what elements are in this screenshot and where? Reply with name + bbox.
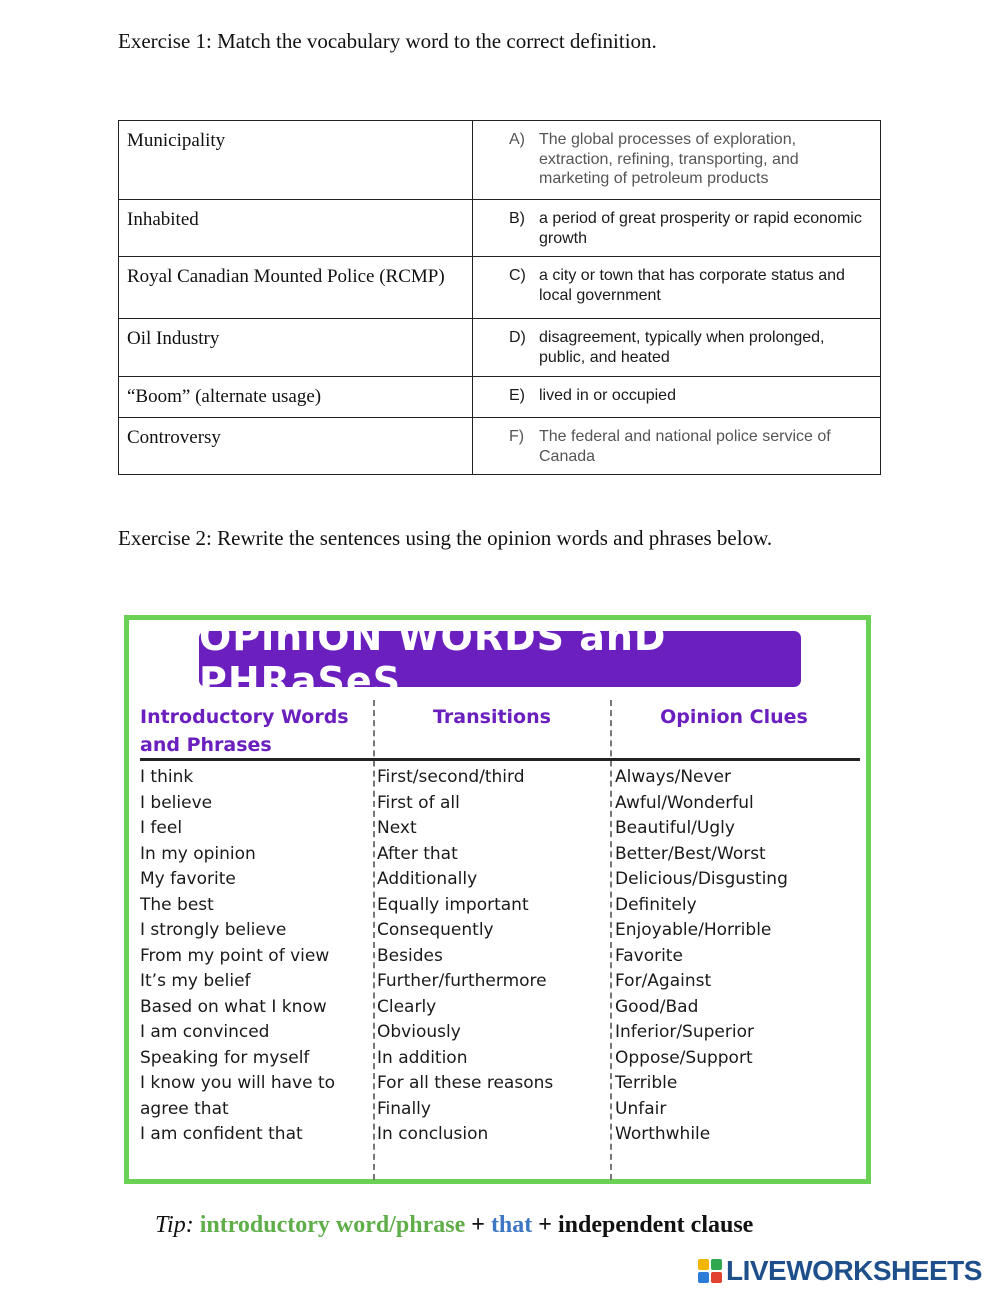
list-item: Consequently (377, 920, 494, 940)
definition-letter: E) (509, 387, 525, 404)
list-item: Always/Never (615, 767, 732, 787)
vocab-word[interactable]: Municipality (119, 121, 473, 200)
vocabulary-table (118, 120, 881, 475)
list-item: I am convinced (140, 1022, 270, 1042)
list-item: Further/furthermore (377, 971, 547, 991)
table-row (119, 200, 881, 257)
tip-introductory-phrase: introductory word/phrase (199, 1212, 466, 1238)
logo-text: LIVEWORKSHEETS (726, 1255, 982, 1286)
definition-letter: C) (509, 267, 526, 284)
list-item: Better/Best/Worst (615, 843, 766, 864)
vocab-definition[interactable] (473, 200, 881, 257)
definition-text: a period of great prosperity or rapid economic growth (539, 210, 862, 247)
definition-text: disagreement, typically when prolonged, public, and heated (539, 329, 825, 366)
list-item: In conclusion (377, 1124, 489, 1144)
definition-letter: D) (509, 329, 526, 346)
list-item: First/second/third (377, 767, 525, 787)
transitions-list (377, 765, 553, 1148)
list-item: Inferior/Superior (615, 1022, 754, 1042)
vocab-word[interactable]: “Boom” (alternate usage) (119, 377, 473, 418)
poster-banner: OPiniON WORDS anD PHRaSeS (199, 631, 801, 687)
opinion-clues-list (615, 765, 788, 1148)
list-item: I think (140, 767, 194, 787)
list-item: Based on what I know (140, 996, 327, 1017)
table-row (119, 319, 881, 377)
vocab-definition[interactable] (473, 121, 881, 200)
list-item: Besides (377, 945, 443, 966)
list-item: Favorite (615, 945, 683, 966)
list-item: Good/Bad (615, 996, 699, 1017)
table-row (119, 418, 881, 475)
tip-label: Tip: (155, 1212, 194, 1238)
vocab-definition[interactable] (473, 257, 881, 319)
list-item: I feel (140, 818, 183, 838)
list-item: Speaking for myself (140, 1047, 310, 1068)
list-item: agree that (140, 1098, 229, 1119)
list-item: I believe (140, 792, 213, 813)
column-heading-transitions: Transitions (433, 706, 551, 728)
table-row (119, 257, 881, 319)
tip-independent-clause: independent clause (557, 1212, 754, 1238)
definition-text: The global processes of exploration, extraction, refining, transporting, and marketing of petroleum products (539, 131, 799, 187)
list-item: Beautiful/Ugly (615, 818, 735, 838)
list-item: Unfair (615, 1098, 667, 1119)
list-item: Worthwhile (615, 1124, 711, 1144)
list-item: Definitely (615, 894, 697, 915)
list-item: Delicious/Disgusting (615, 869, 788, 889)
table-row (119, 377, 881, 418)
list-item: Oppose/Support (615, 1047, 753, 1068)
tip-plus: + (471, 1212, 485, 1238)
list-item: I know you will have to (140, 1073, 336, 1093)
header-rule (140, 758, 860, 761)
vocab-word[interactable]: Controversy (119, 418, 473, 475)
column-divider (610, 700, 612, 1180)
exercise-1-title: Exercise 1: Match the vocabulary word to the correct definition. (118, 29, 657, 53)
definition-letter: B) (509, 210, 525, 227)
tip-that: that (490, 1212, 533, 1238)
table-row (119, 121, 881, 200)
list-item: I strongly believe (140, 920, 287, 940)
vocab-definition[interactable] (473, 418, 881, 475)
definition-text: The federal and national police service of Canada (539, 428, 831, 465)
definition-text: a city or town that has corporate status and local government (539, 267, 845, 304)
list-item: Additionally (377, 869, 478, 889)
definition-letter: A) (509, 131, 525, 148)
column-heading-introductory: Introductory Words and Phrases (140, 706, 349, 756)
exercise-2-title: Exercise 2: Rewrite the sentences using the opinion words and phrases below. (118, 526, 773, 550)
column-heading-opinion-clues: Opinion Clues (660, 706, 808, 728)
list-item: For/Against (615, 971, 712, 991)
list-item: The best (140, 894, 214, 915)
list-item: In my opinion (140, 843, 256, 864)
list-item: Enjoyable/Horrible (615, 920, 772, 940)
list-item: For all these reasons (377, 1073, 554, 1093)
opinion-words-poster (124, 615, 871, 1184)
list-item: Awful/Wonderful (615, 792, 754, 813)
definition-text: lived in or occupied (539, 387, 676, 404)
list-item: First of all (377, 792, 460, 813)
vocab-word[interactable]: Royal Canadian Mounted Police (RCMP) (119, 257, 473, 319)
tip-plus: + (538, 1212, 552, 1238)
liveworksheets-logo[interactable] (698, 1256, 982, 1286)
definition-letter: F) (509, 428, 525, 445)
list-item: I am confident that (140, 1124, 303, 1144)
list-item: Equally important (377, 894, 529, 915)
list-item: In addition (377, 1047, 468, 1068)
vocab-word[interactable]: Oil Industry (119, 319, 473, 377)
logo-blocks-icon (698, 1259, 722, 1283)
introductory-list (140, 765, 335, 1148)
list-item: Obviously (377, 1022, 461, 1042)
vocab-word[interactable]: Inhabited (119, 200, 473, 257)
list-item: After that (377, 843, 458, 864)
list-item: Clearly (377, 996, 437, 1017)
list-item: Terrible (615, 1073, 678, 1093)
column-divider (373, 700, 375, 1180)
vocab-definition[interactable] (473, 377, 881, 418)
tip-line (155, 1208, 753, 1242)
list-item: From my point of view (140, 945, 330, 966)
vocab-definition[interactable] (473, 319, 881, 377)
list-item: Finally (377, 1098, 431, 1119)
list-item: Next (377, 818, 417, 838)
list-item: It’s my belief (140, 971, 251, 991)
list-item: My favorite (140, 869, 236, 889)
